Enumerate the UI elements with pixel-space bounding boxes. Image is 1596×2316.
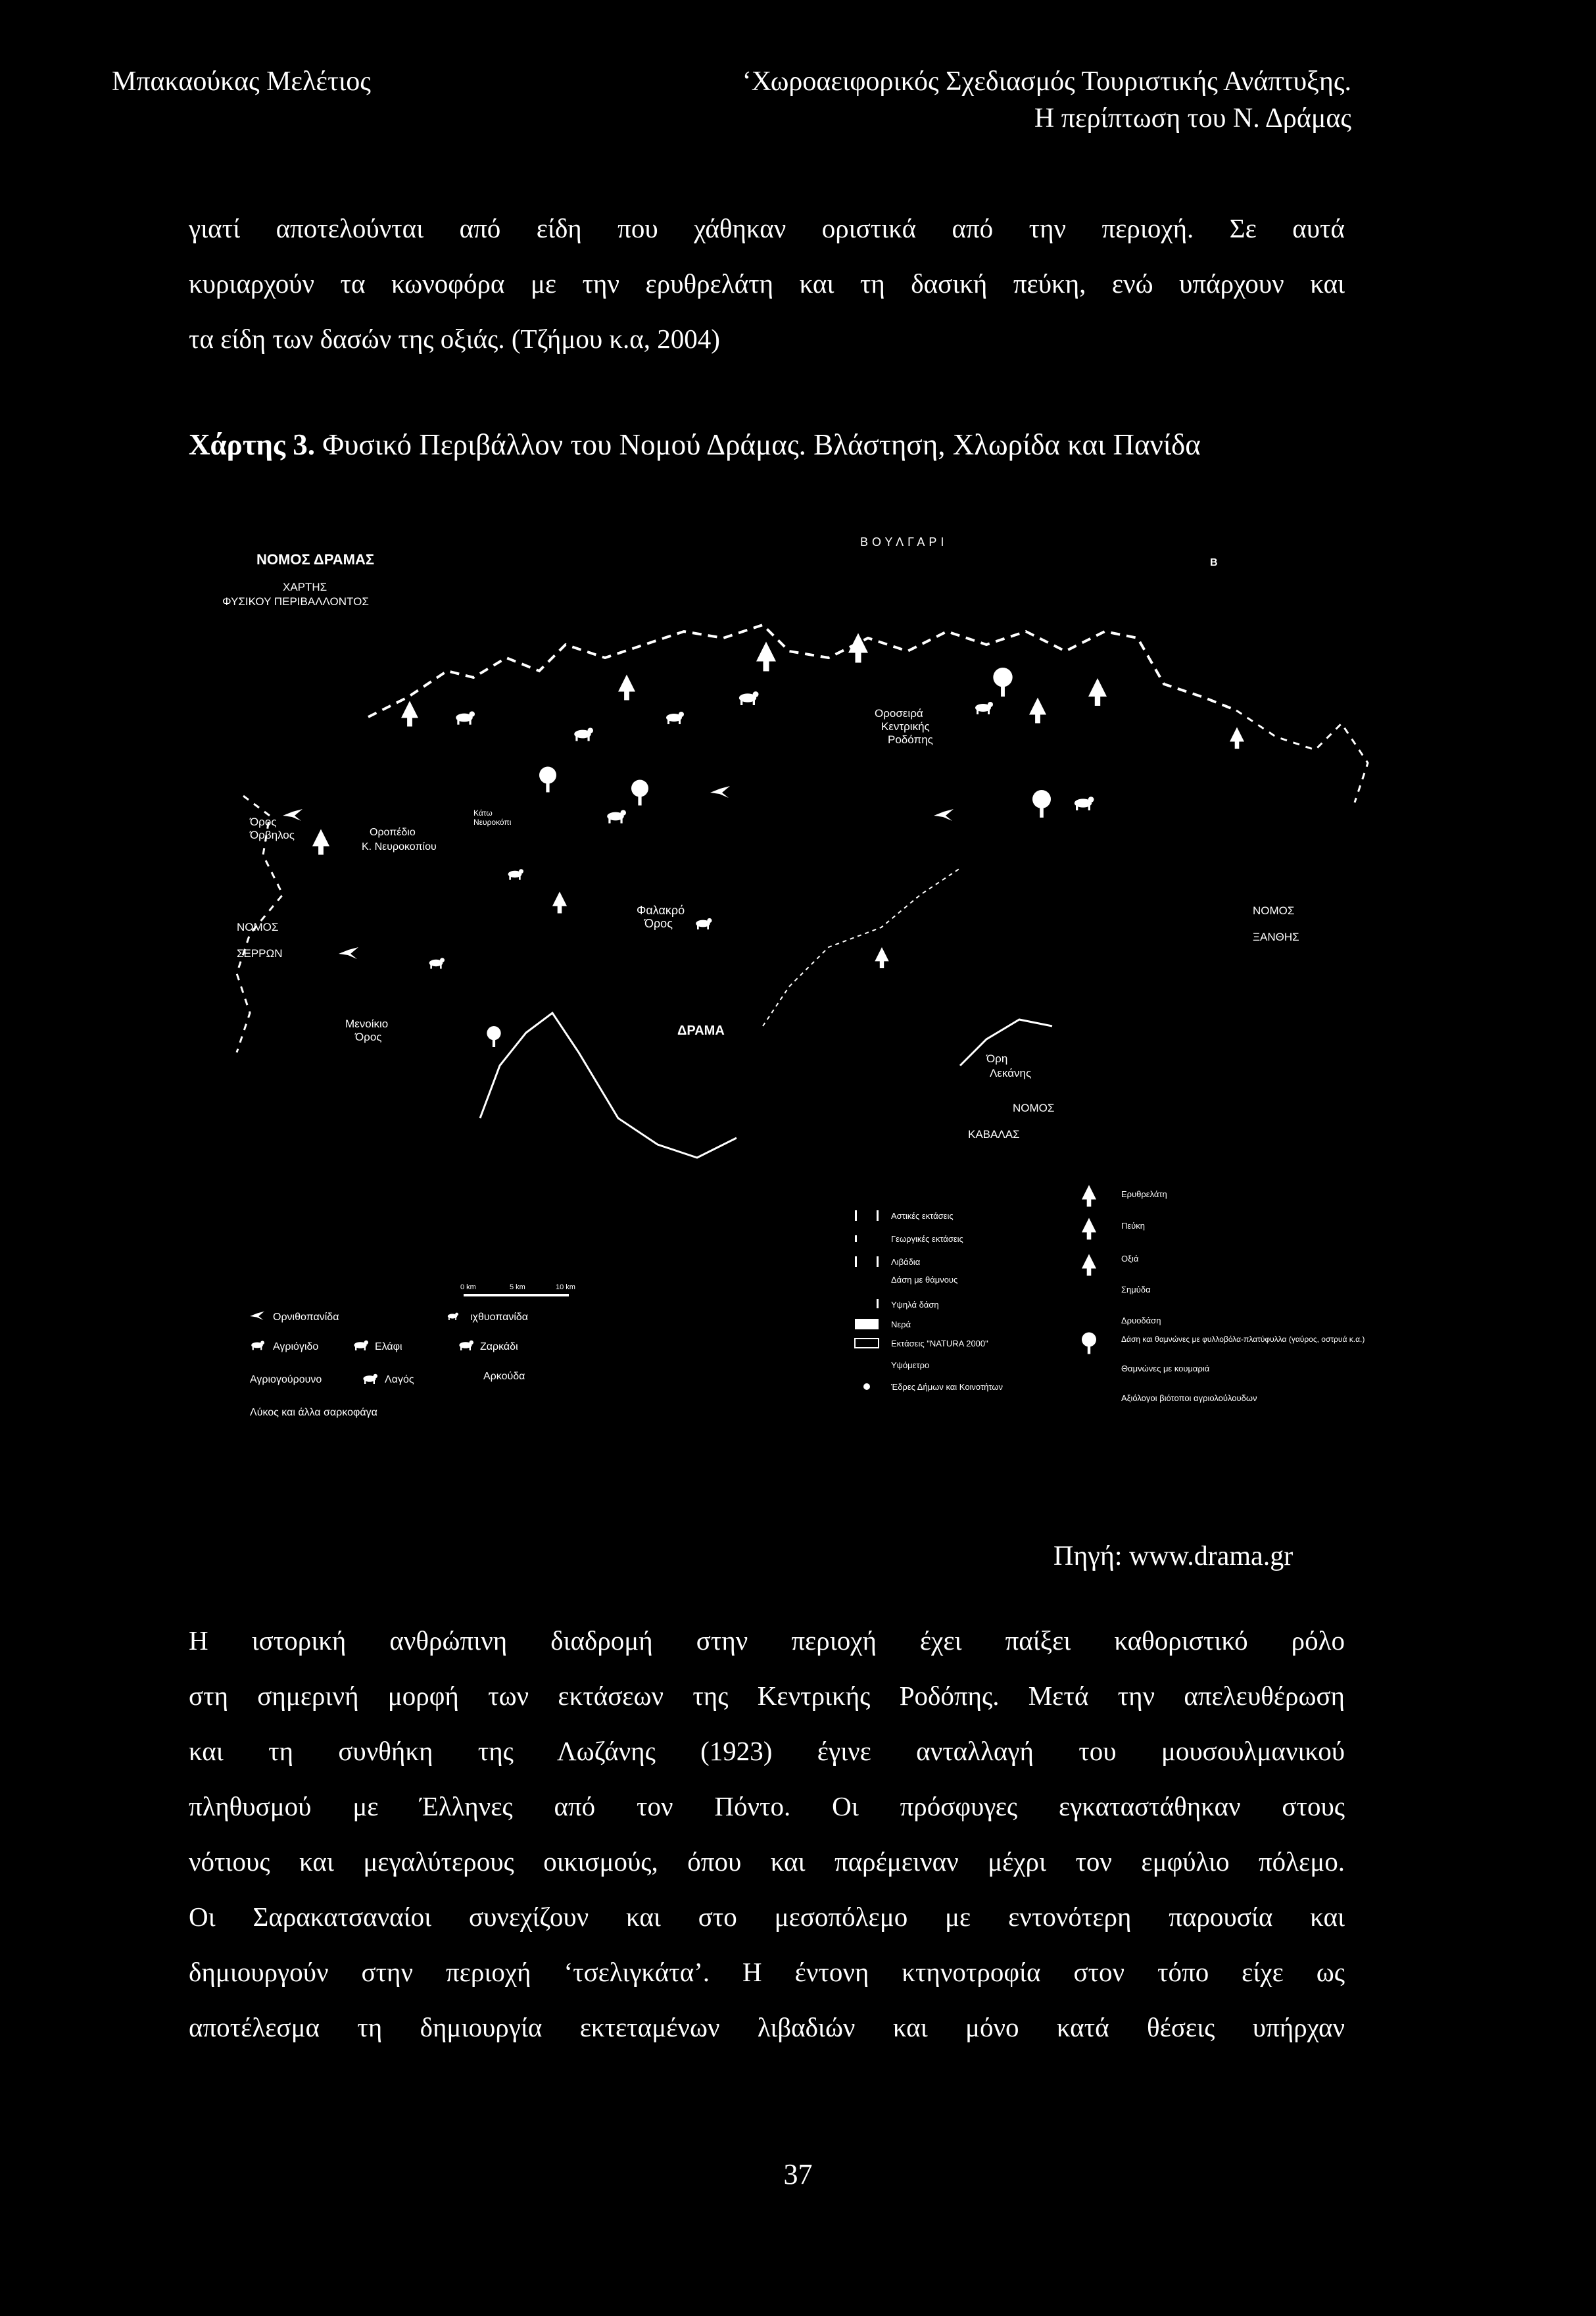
svg-text:0 km: 0 km xyxy=(460,1283,476,1291)
svg-text:Νερά: Νερά xyxy=(891,1319,911,1329)
conifer-icon xyxy=(848,633,868,663)
deer-icon xyxy=(739,691,759,705)
svg-text:Λαγός: Λαγός xyxy=(385,1374,414,1385)
label-oropedio: Οροπέδιο xyxy=(370,827,416,838)
map-top-label: ΒΟΥΛΓΑΡΙ xyxy=(860,535,948,549)
deciduous-icon xyxy=(1032,790,1051,818)
text-line: στη σημερινή μορφή των εκτάσεων της Κεντρικής Ροδόπης. Μετά την απελευθέρωση xyxy=(189,1681,1345,1711)
north-label: Β xyxy=(1210,557,1218,568)
svg-text:5 km: 5 km xyxy=(510,1283,525,1291)
conifer-icon xyxy=(1082,1185,1096,1207)
conifer-icon xyxy=(312,829,329,855)
bear-icon xyxy=(666,712,684,724)
svg-text:10 km: 10 km xyxy=(556,1283,575,1291)
label-nomos-xanthis: ΝΟΜΟΣ ΞΑΝΘΗΣ xyxy=(1253,904,1299,943)
text-line: κυριαρχούν τα κωνοφόρα με την ερυθρελάτη και τη δασική πεύκη, ενώ υπάρχουν και xyxy=(189,268,1345,299)
deer-icon xyxy=(607,810,626,823)
svg-text:Πεύκη: Πεύκη xyxy=(1121,1221,1146,1231)
svg-text:ιχθυοπανίδα: ιχθυοπανίδα xyxy=(470,1312,529,1323)
svg-text:Δάση με θάμνους: Δάση με θάμνους xyxy=(891,1275,958,1285)
hare-icon xyxy=(696,918,712,929)
deer-icon xyxy=(1075,797,1094,810)
environment-map xyxy=(197,526,1394,1447)
map-subtitle1: ΧΑΡΤΗΣ xyxy=(283,581,327,593)
svg-text:Εκτάσεις "NATURA 2000": Εκτάσεις "NATURA 2000" xyxy=(891,1339,988,1348)
svg-text:Ζαρκάδι: Ζαρκάδι xyxy=(480,1341,518,1352)
svg-text:Υψόμετρο: Υψόμετρο xyxy=(891,1360,930,1370)
label-menoikio: Μενοίκιο Όρος xyxy=(345,1018,389,1043)
deer-icon xyxy=(574,727,593,741)
conifer-icon xyxy=(401,701,418,727)
header-title-line2: Η περίπτωση του Ν. Δράμας xyxy=(1034,103,1351,134)
paragraph-2 xyxy=(189,1613,1345,2055)
conifer-icon xyxy=(618,675,635,701)
svg-text:Ορνιθοπανίδα: Ορνιθοπανίδα xyxy=(273,1312,339,1323)
fauna-legend xyxy=(250,1312,528,1418)
conifer-icon xyxy=(1088,678,1107,706)
paragraph-1 xyxy=(189,201,1345,366)
river xyxy=(763,868,960,1026)
scale-bar xyxy=(460,1283,575,1296)
caption-label: Χάρτης 3. xyxy=(189,428,315,461)
map-subtitle2: ΦΥΣΙΚΟΥ ΠΕΡΙΒΑΛΛΟΝΤΟΣ xyxy=(222,595,369,608)
label-nomos-kavalas: ΝΟΜΟΣ ΚΑΒΑΛΑΣ xyxy=(968,1102,1055,1141)
deciduous-icon xyxy=(539,767,556,793)
text-line: αποτέλεσμα τη δημιουργία εκτεταμένων λιβαδιών και μόνο κατά θέσεις υπήρχαν xyxy=(189,2012,1345,2042)
label-kato-nevrokopi: Κάτω Νευροκόπι xyxy=(473,808,512,827)
svg-text:Αστικές εκτάσεις: Αστικές εκτάσεις xyxy=(891,1211,954,1221)
figure-source: Πηγή: www.drama.gr xyxy=(1053,1541,1294,1571)
deciduous-icon xyxy=(487,1026,500,1047)
conifer-icon xyxy=(875,947,888,968)
svg-text:Λιβάδια: Λιβάδια xyxy=(891,1257,921,1267)
svg-text:Δρυοδάση: Δρυοδάση xyxy=(1121,1316,1161,1325)
svg-text:Γεωργικές εκτάσεις: Γεωργικές εκτάσεις xyxy=(891,1234,963,1244)
deciduous-icon xyxy=(993,668,1012,697)
text-line: Η ιστορική ανθρώπινη διαδρομή στην περιοχή έχει παίξει καθοριστικό ρόλο xyxy=(189,1625,1345,1656)
svg-text:Έδρες Δήμων και Κοινοτήτων: Έδρες Δήμων και Κοινοτήτων xyxy=(891,1382,1003,1392)
svg-text:Υψηλά δάση: Υψηλά δάση xyxy=(891,1300,939,1310)
bird-icon xyxy=(339,947,358,959)
text-line: τα είδη των δασών της οξιάς. (Τζήμου κ.α, 2004) xyxy=(189,324,720,354)
header-author: Μπακαούκας Μελέτιος xyxy=(112,66,371,97)
text-line: δημιουργούν στην περιοχή ‘τσελιγκάτα’. Η έντονη κτηνοτροφία στον τόπο είχε ως xyxy=(189,1957,1345,1987)
bird-icon xyxy=(283,809,302,821)
hare-icon xyxy=(429,958,445,968)
label-ori-lekanis: Όρη Λεκάνης xyxy=(986,1052,1032,1079)
conifer-icon xyxy=(552,892,567,914)
text-line: νότιους και μεγαλύτερους οικισμούς, όπου και παρέμειναν μέχρι τον εμφύλιο πόλεμο. xyxy=(189,1846,1345,1877)
conifer-icon xyxy=(1029,698,1046,724)
bear-icon xyxy=(975,702,993,714)
label-drama: ΔΡΑΜΑ xyxy=(677,1023,725,1038)
bird-icon xyxy=(934,809,954,821)
eastern-border xyxy=(1236,710,1368,802)
svg-text:Αξιόλογοι βιότοποι αγριολούλου: Αξιόλογοι βιότοποι αγριολούλουδων xyxy=(1121,1393,1257,1403)
label-oroseira-rodopis: Οροσειρά Κεντρικής Ροδόπης xyxy=(875,707,933,746)
conifer-icon xyxy=(756,642,776,672)
conifer-icon xyxy=(1230,727,1244,749)
header-title-line1: ‘Χωροαειφορικός Σχεδιασμός Τουριστικής Ανάπτυξης. xyxy=(742,66,1351,97)
label-falakro: Φαλακρό Όρος xyxy=(637,904,685,930)
deer-icon xyxy=(456,711,475,724)
svg-text:Ελάφι: Ελάφι xyxy=(375,1341,402,1352)
page-number: 37 xyxy=(783,2158,813,2190)
vegetation-legend xyxy=(1121,1189,1365,1403)
label-nomos-serron: ΝΟΜΟΣ ΣΕΡΡΩΝ xyxy=(237,921,283,960)
header-title xyxy=(742,63,1351,137)
hare-icon xyxy=(508,869,523,879)
svg-text:Αγριόγιδο: Αγριόγιδο xyxy=(273,1341,319,1352)
map-caption xyxy=(189,428,1201,462)
svg-text:Οξιά: Οξιά xyxy=(1121,1254,1139,1264)
text-line: και τη συνθήκη της Λωζάνης (1923) έγινε ανταλλαγή του μουσουλμανικού xyxy=(189,1736,1345,1766)
label-k-nevrokopiou: Κ. Νευροκοπίου xyxy=(362,841,437,852)
svg-text:Ερυθρελάτη: Ερυθρελάτη xyxy=(1121,1189,1167,1199)
text-line: γιατί αποτελούνται από είδη που χάθηκαν οριστικά από την περιοχή. Σε αυτά xyxy=(189,213,1345,243)
label-oros-orvilos: Όρος Όρβηλος xyxy=(250,816,295,841)
svg-text:Αγριογούρουνο: Αγριογούρουνο xyxy=(250,1374,322,1385)
conifer-icon xyxy=(1082,1218,1096,1240)
svg-text:Θαμνώνες με κουμαριά: Θαμνώνες με κουμαριά xyxy=(1121,1364,1210,1373)
conifer-icon xyxy=(1082,1254,1096,1276)
svg-text:Λύκος και άλλα σαρκοφάγα: Λύκος και άλλα σαρκοφάγα xyxy=(250,1407,377,1418)
caption-text: Φυσικό Περιβάλλον του Νομού Δράμας. Βλάστηση, Χλωρίδα και Πανίδα xyxy=(322,428,1201,461)
landuse-legend xyxy=(855,1210,1003,1392)
map-title: ΝΟΜΟΣ ΔΡΑΜΑΣ xyxy=(256,551,375,568)
deciduous-icon xyxy=(1082,1333,1096,1354)
svg-text:Αρκούδα: Αρκούδα xyxy=(483,1371,525,1382)
deciduous-icon xyxy=(631,780,648,806)
bird-icon xyxy=(710,786,730,798)
legend-broadleaf: Δάση και θαμνώνες με φυλλοβόλα-πλατύφυλλα (γαύρος, οστρυά κ.α.) xyxy=(1121,1335,1365,1344)
svg-text:Σημύδα: Σημύδα xyxy=(1121,1285,1151,1294)
northern-border xyxy=(368,625,1236,717)
text-line: πληθυσμού με Έλληνες από τον Πόντο. Οι πρόσφυγες εγκαταστάθηκαν στους xyxy=(189,1791,1345,1821)
text-line: Οι Σαρακατσαναίοι συνεχίζουν και στο μεσοπόλεμο με εντονότερη παρουσία και xyxy=(189,1902,1345,1932)
